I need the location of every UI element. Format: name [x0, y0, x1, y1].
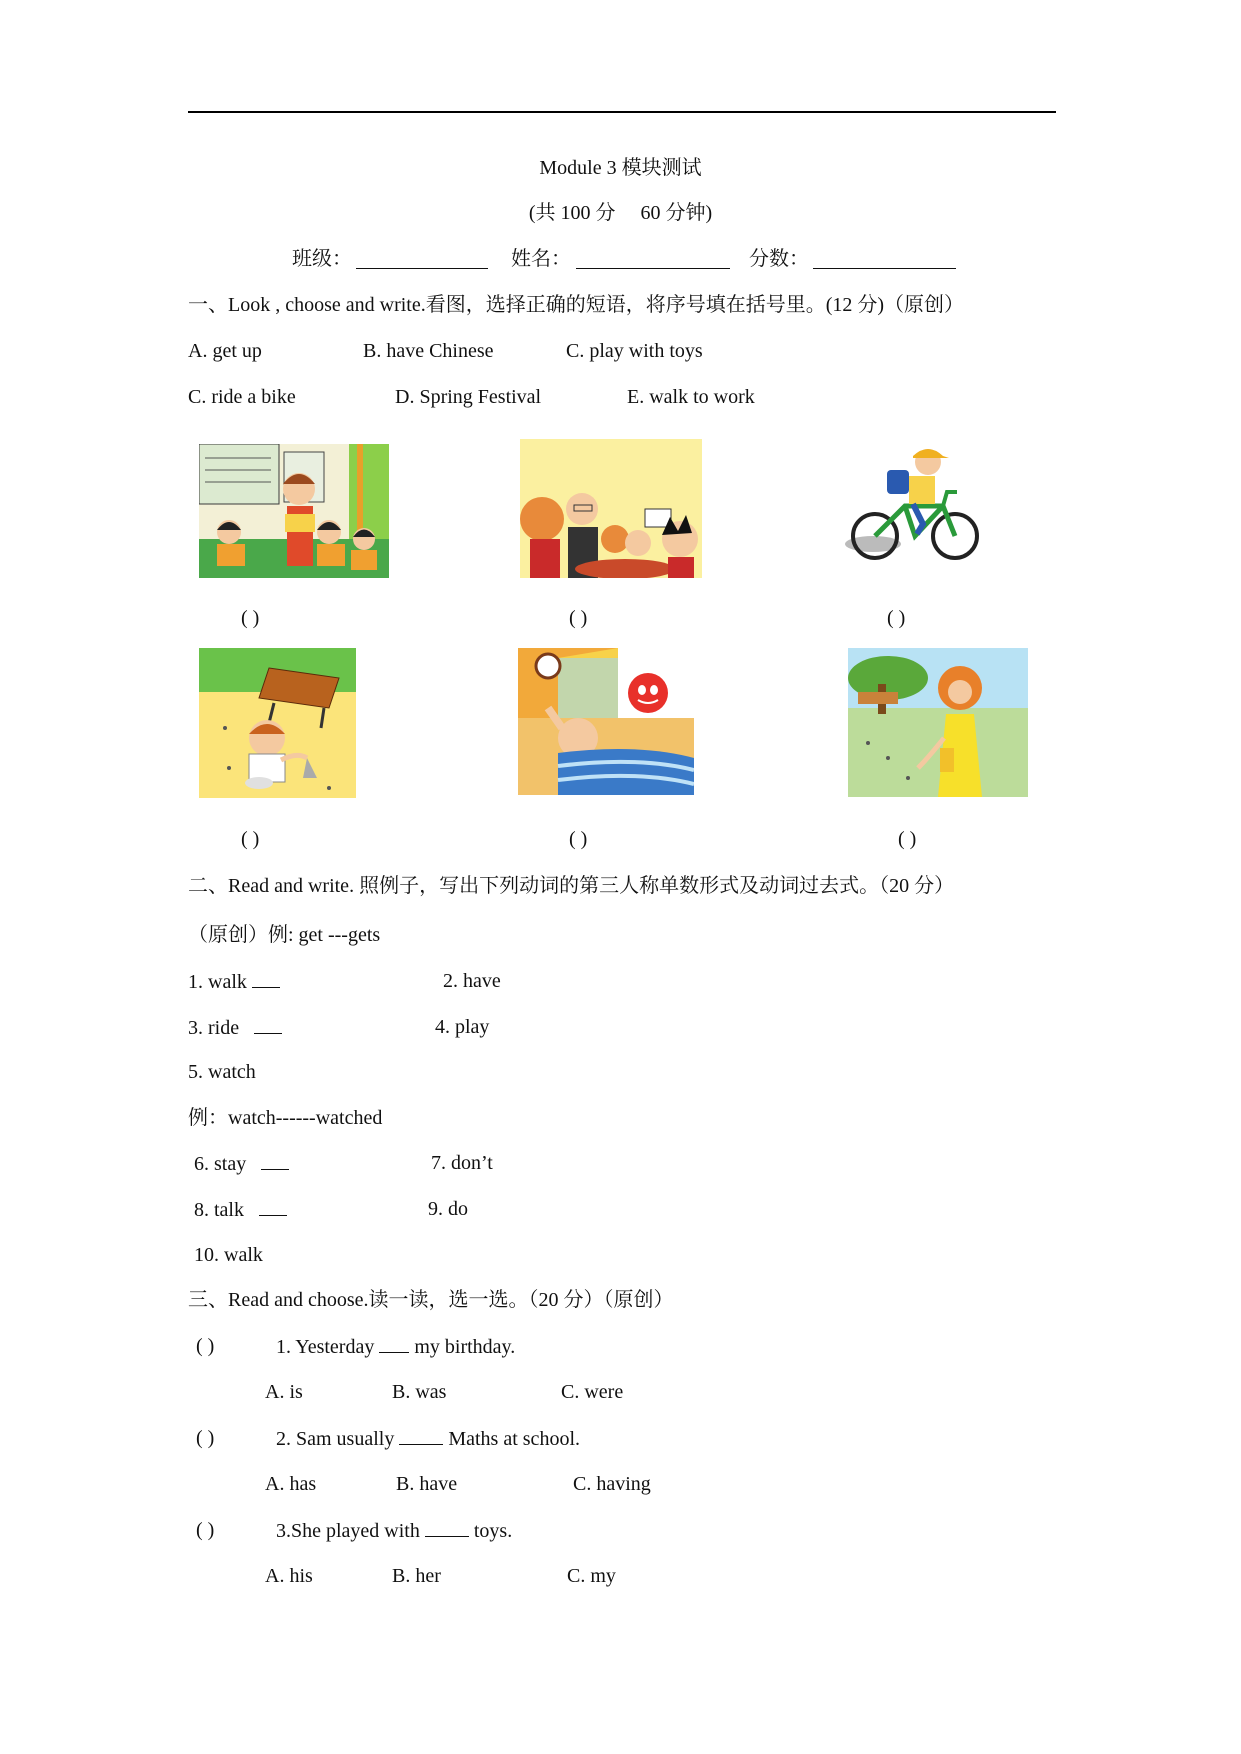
name-field[interactable] [576, 250, 730, 269]
section2-example1: （原创）例: get ---gets [188, 924, 381, 946]
item-4: 4. play [435, 1016, 490, 1038]
picture6-bracket[interactable]: ( ) [898, 828, 917, 850]
option-a: A. get up [188, 340, 262, 362]
option-d: D. Spring Festival [395, 386, 542, 408]
item-3-blank[interactable] [254, 1015, 282, 1034]
item-6-blank[interactable] [261, 1151, 289, 1170]
item-9: 9. do [428, 1198, 468, 1220]
score-label: 分数： [749, 248, 809, 270]
section2-heading: 二、Read and write. 照例子，写出下列动词的第三人称单数形式及动词过去式。（20 分） [188, 875, 955, 897]
question2-option-b[interactable]: B. have [396, 1473, 458, 1495]
option-c: C. play with toys [566, 340, 703, 362]
score-field[interactable] [813, 250, 956, 269]
class-label: 班级： [292, 248, 352, 270]
page-title: Module 3 模块测试 [539, 157, 702, 179]
family-dinner-image [520, 439, 702, 578]
question2-text: 2. Sam usually Maths at school. [276, 1428, 580, 1450]
item-1: 1. walk [188, 969, 280, 994]
option-e: E. walk to work [627, 386, 755, 408]
picture3-bracket[interactable]: ( ) [887, 607, 906, 629]
picture2-bracket[interactable]: ( ) [569, 607, 588, 629]
item-2: 2. have [443, 970, 501, 992]
item-5: 5. watch [188, 1061, 256, 1083]
top-rule [188, 111, 1056, 113]
question3-text: 3.She played with toys. [276, 1520, 513, 1542]
question3-blank[interactable] [425, 1518, 469, 1537]
section3-heading: 三、Read and choose.读一读，选一选。（20 分）（原创） [188, 1289, 674, 1311]
boy-playing-toys-image [199, 648, 356, 798]
name-label: 姓名： [511, 248, 571, 270]
item-8-blank[interactable] [259, 1197, 287, 1216]
item-1-blank[interactable] [252, 969, 280, 988]
question1-option-b[interactable]: B. was [392, 1381, 447, 1403]
question3-option-c[interactable]: C. my [567, 1565, 616, 1587]
item-7: 7. don’t [431, 1152, 493, 1174]
item-10: 10. walk [194, 1244, 263, 1266]
question1-option-c[interactable]: C. were [561, 1381, 624, 1403]
boy-riding-bike-image [843, 444, 989, 568]
question2-option-c[interactable]: C. having [573, 1473, 651, 1495]
page-subtitle: (共 100 分 60 分钟) [528, 202, 713, 224]
woman-walking-park-image [848, 648, 1028, 797]
section1-heading: 一、Look , choose and write.看图，选择正确的短语，将序号填在括号里。(12 分)（原创） [188, 294, 965, 316]
option-c2: C. ride a bike [188, 386, 296, 408]
item-8: 8. talk [194, 1197, 287, 1222]
picture1-bracket[interactable]: ( ) [241, 607, 260, 629]
question2-bracket[interactable]: ( ) [196, 1427, 215, 1449]
item-3: 3. ride [188, 1015, 282, 1040]
option-b: B. have Chinese [363, 340, 494, 362]
question2-blank[interactable] [399, 1426, 443, 1445]
question1-option-a[interactable]: A. is [265, 1381, 303, 1403]
question3-option-b[interactable]: B. her [392, 1565, 441, 1587]
question1-text: 1. Yesterday my birthday. [276, 1336, 516, 1358]
question3-bracket[interactable]: ( ) [196, 1519, 215, 1541]
picture4-bracket[interactable]: ( ) [241, 828, 260, 850]
item-6: 6. stay [194, 1151, 289, 1176]
picture5-bracket[interactable]: ( ) [569, 828, 588, 850]
question3-option-a[interactable]: A. his [265, 1565, 313, 1587]
question1-blank[interactable] [379, 1334, 409, 1353]
boy-getting-up-image [518, 648, 694, 795]
question1-bracket[interactable]: ( ) [196, 1335, 215, 1357]
question2-option-a[interactable]: A. has [265, 1473, 317, 1495]
section2-example2: 例：watch------watched [188, 1107, 383, 1129]
classroom-reading-image [199, 444, 389, 578]
class-field[interactable] [356, 250, 488, 269]
